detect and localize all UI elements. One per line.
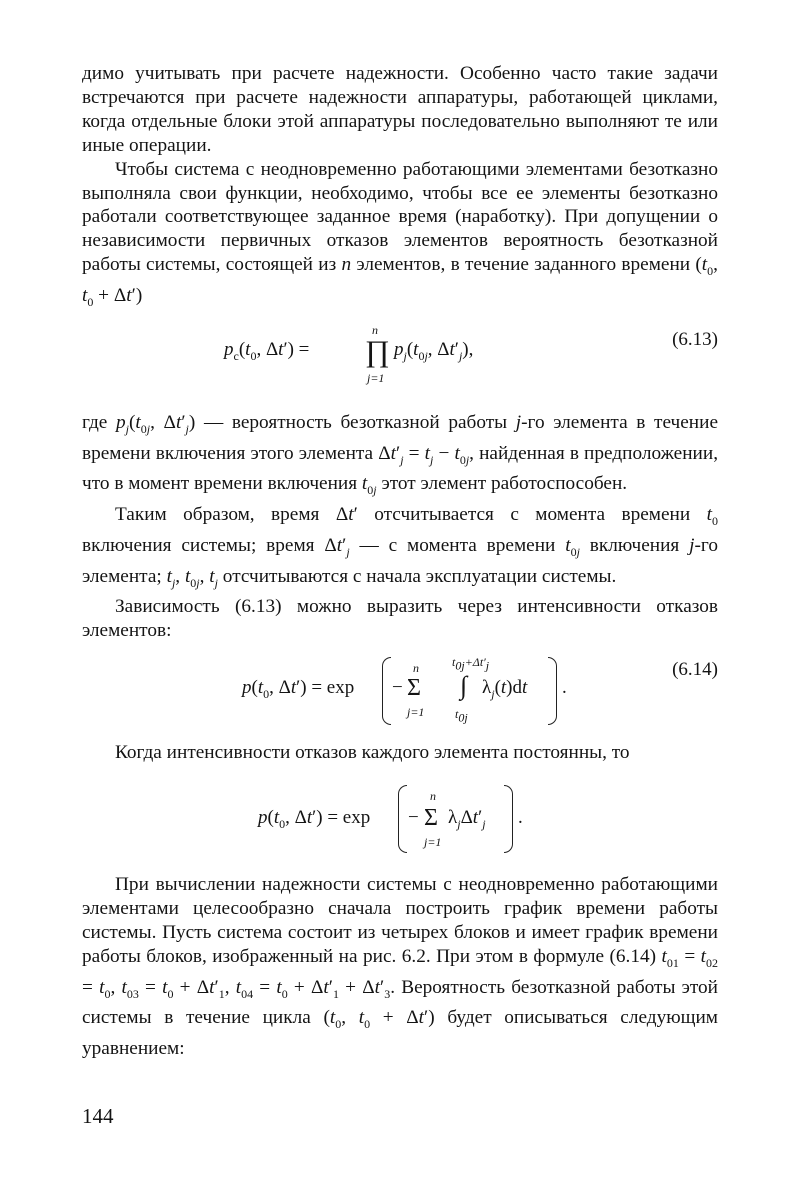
equation-number-6-13: (6.13) xyxy=(672,328,718,350)
equation-6-14: (6.14) $p(t_0$, Δt′) = exp − n Σ j=1 $t_{0j}+\Delta t'_j$ ∫ $t_{0j}$ $\lambda_j(t)dt$ . xyxy=(242,655,718,725)
paragraph-7: При вычислении надежности системы с неодновременно работающими элементами целесообразно сначала построить график времени работы системы. Пусть система состоит из четырех блоков и имеет график времени работы блоков, изображенный на рис. 6.2. При этом в формуле (6.14) $t_{01} = t_{02} = t_0$, $t_{03} = t_0 + \Delta t'_1$, $t_{04} = t_0 + \Delta t'_1 + \Delta t'_3$. Вероятность безотказной работы этой системы в течение цикла ($t_0$, $t_0 + \Delta t'$) будет описываться следующим уравнением: xyxy=(82,874,719,1060)
paragraph-3: где $p_j(t_{0j}$, $\Delta t'_j$) — вероятность безотказной работы j-го элемента в течение времени включения этого элемента $\Delta t'_j = t_j - t_{0j}$, найденная в предположении, что в момент времени включения $t_{0j}$ этот элемент работоспособен. xyxy=(82,411,719,498)
equation-constant-rate: $p(t_0$, Δt′) = exp − n Σ j=1 $\lambda_j\Delta t'_j$ . xyxy=(82,765,718,873)
paragraph-4: Таким образом, время Δt′ отсчитывается с момента времени $t_0$ включения системы; время $\Delta t'_j$ — с момента времени $t_{0j}$ включения j-го элемента; $t_j$, $t_{0j}$, $t_j$ отсчитываются с начала эксплуатации системы. xyxy=(82,504,718,590)
paragraph-2: Чтобы система с неодновременно работающими элементами безотказно выполняла свои функции, необходимо, чтобы все ее элементы безотказно работали соответствующее заданное время (наработку). При допущении о независимости первичных отказов элементов вероятность безотказной работы системы, состоящей из n элементов, в течение заданного времени ($t_0$, $t_0 + \Delta t'$) xyxy=(82,158,718,309)
paragraph-1: димо учитывать при расчете надежности. Особенно часто такие задачи встречаются при расчете надежности аппаратуры, работающей циклами, когда отдельные блоки этой аппаратуры последовательно выполняют те или иные операции. xyxy=(82,63,718,156)
paragraph-5: Зависимость (6.13) можно выразить через интенсивности отказов элементов: xyxy=(82,596,718,642)
equation-6-13: (6.13) $p_c(t_0$, Δt′) = n ∏ j=1 $p_j(t_{0j}$, $\Delta t'_j$), xyxy=(224,322,718,385)
paragraph-6: Когда интенсивности отказов каждого элемента постоянны, то xyxy=(115,742,630,764)
page-number: 144 xyxy=(82,1104,114,1128)
page-body xyxy=(82,62,718,1061)
equation-number-6-14: (6.14) xyxy=(672,659,718,681)
